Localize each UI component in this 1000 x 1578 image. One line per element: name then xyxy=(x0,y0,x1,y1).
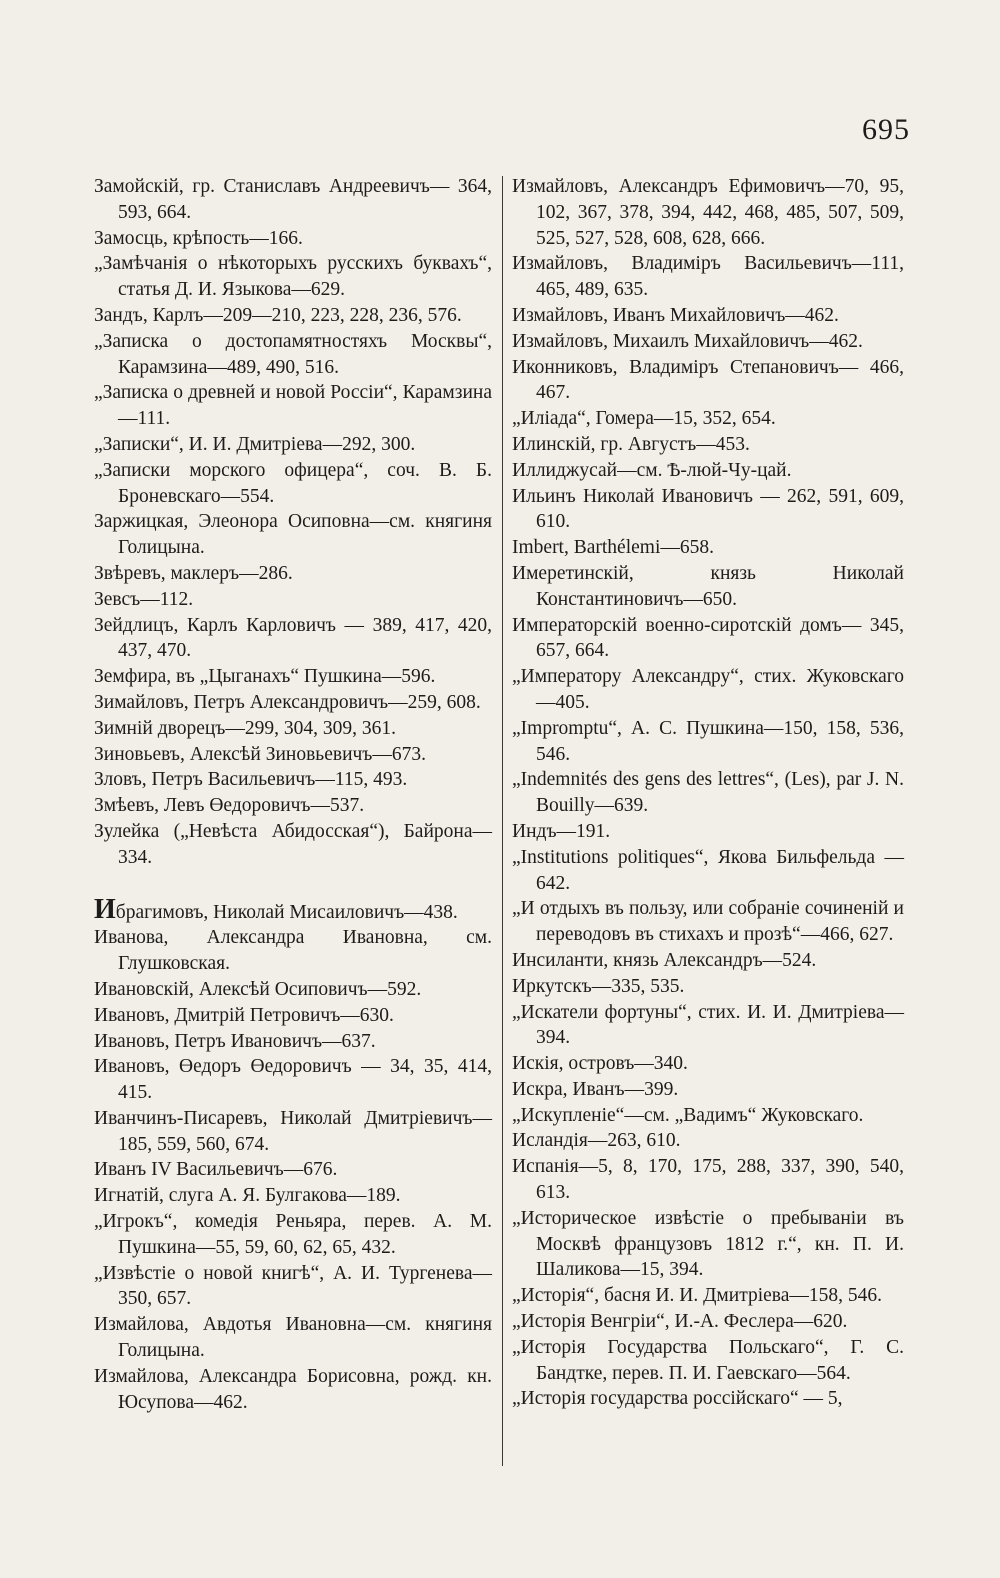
index-entry: Ивановскій, Алексѣй Осиповичъ—592. xyxy=(94,978,422,1000)
index-entry: Зловъ, Петръ Васильевичъ—115, 493. xyxy=(94,769,408,791)
index-entry: „Записки морского офицера“, соч. В. Б. Броневскаго—554. xyxy=(94,459,492,507)
index-entry: Ильинъ Николай Ивановичъ — 262, 591, 609, 610. xyxy=(512,485,904,533)
index-entry: Индъ—191. xyxy=(512,820,611,842)
index-entry: Зиновьевъ, Алексѣй Зиновьевичъ—673. xyxy=(94,743,427,765)
index-entry: „Замѣчанія о нѣкоторыхъ русскихъ буквахъ“, статья Д. И. Языкова—629. xyxy=(94,253,492,301)
index-entry: Замойскій, гр. Станиславъ Андреевичъ— 364, 593, 664. xyxy=(94,176,492,223)
index-entry: Измайловъ, Владиміръ Васильевичъ—111, 465, 489, 635. xyxy=(512,253,904,301)
index-entry: Змѣевъ, Левъ Өедоровичъ—537. xyxy=(94,795,365,817)
index-entry: Измайловъ, Иванъ Михайловичъ—462. xyxy=(512,304,839,326)
right-column xyxy=(512,174,904,1412)
index-entry: Зулейка („Невѣста Абидосская“), Байрона—334. xyxy=(94,820,492,868)
index-entry: „Indemnités des gens des lettres“, (Les), par J. N. Bouilly—639. xyxy=(512,769,904,817)
index-entry: „Историческое извѣстіе о пребываніи въ Москвѣ французовъ 1812 г.“, кн. П. И. Шаликова—15, 394. xyxy=(512,1207,904,1281)
index-entry: „Исторія Венгріи“, И.-А. Феслера—620. xyxy=(512,1311,848,1333)
index-entry: Ивановъ, Дмитрій Петровичъ—630. xyxy=(94,1004,394,1026)
index-entry: Илинскій, гр. Августъ—453. xyxy=(512,433,750,455)
index-entry: „Impromptu“, А. С. Пушкина—150, 158, 536, 546. xyxy=(512,717,904,765)
index-entry: „Исторія“, басня И. И. Дмитріева—158, 546. xyxy=(512,1285,883,1307)
index-entry: „Извѣстіе о новой книгѣ“, А. И. Тургенева—350, 657. xyxy=(94,1262,492,1310)
index-entry: Искра, Иванъ—399. xyxy=(512,1078,679,1100)
index-entry: „Императору Александру“, стих. Жуковскаго—405. xyxy=(512,666,904,713)
index-entry: Иванова, Александра Ивановна, см. Глушковская. xyxy=(94,927,492,975)
index-entry: Ивановъ, Өедоръ Өедоровичъ — 34, 35, 414, 415. xyxy=(94,1056,492,1104)
index-entry: „Записки“, И. И. Дмитріева—292, 300. xyxy=(94,433,416,455)
index-entry: Императорскій военно-сиротскій домъ— 345, 657, 664. xyxy=(512,614,904,662)
index-entry: Искія, островъ—340. xyxy=(512,1053,688,1075)
index-entry: „Исторія Государства Польскаго“, Г. С. Бандтке, перев. П. И. Гаевскаго—564. xyxy=(512,1336,904,1384)
left-entries-i xyxy=(94,925,492,1415)
index-entry: „Искатели фортуны“, стих. И. И. Дмитріева—394. xyxy=(512,1001,904,1049)
index-entry: Исландія—263, 610. xyxy=(512,1130,681,1152)
section-gap xyxy=(94,871,492,897)
index-entry: Измайлова, Александра Борисовна, рожд. кн. Юсупова—462. xyxy=(94,1365,492,1413)
index-entry: „Записка о достопамятностяхъ Москвы“, Карамзина—489, 490, 516. xyxy=(94,330,492,378)
page-number: 695 xyxy=(862,113,910,146)
index-entry: „Игрокъ“, комедія Реньяра, перев. А. М. Пушкина—55, 59, 60, 62, 65, 432. xyxy=(94,1211,492,1258)
index-entry: Иллиджусай—см. Ѣ-люй-Чу-цай. xyxy=(512,459,792,481)
left-column xyxy=(94,174,492,1415)
index-entry: Зандъ, Карлъ—209—210, 223, 228, 236, 576. xyxy=(94,304,462,326)
section-first-entry-text: брагимовъ, Николай Мисаиловичъ—438. xyxy=(115,901,458,923)
section-initial-letter: И xyxy=(94,893,116,925)
index-entry: Ивановъ, Петръ Ивановичъ—637. xyxy=(94,1030,376,1052)
column-divider xyxy=(502,176,503,1466)
index-entry: „И отдыхъ въ пользу, или собраніе сочиненій и переводовъ въ стихахъ и прозѣ“—466, 627. xyxy=(512,898,904,946)
index-entry: Игнатій, слуга А. Я. Булгакова—189. xyxy=(94,1185,401,1207)
index-entry: Зейдлицъ, Карлъ Карловичъ — 389, 417, 420, 437, 470. xyxy=(94,614,492,662)
left-entries-z xyxy=(94,174,492,871)
index-entry: Измайловъ, Михаилъ Михайловичъ—462. xyxy=(512,330,863,352)
index-entry: Земфира, въ „Цыганахъ“ Пушкина—596. xyxy=(94,666,436,688)
index-entry: „Иліада“, Гомера—15, 352, 654. xyxy=(512,408,776,430)
index-entry: „Записка о древней и новой Россіи“, Карамзина—111. xyxy=(94,382,492,430)
index-entry: Иконниковъ, Владиміръ Степановичъ— 466, 467. xyxy=(512,356,904,404)
index-entry: „Institutions politiques“, Якова Бильфельда —642. xyxy=(512,846,904,894)
index-entry: Иркутскъ—335, 535. xyxy=(512,975,685,997)
index-entry: Имеретинскій, князь Николай Константиновичъ—650. xyxy=(512,562,904,610)
index-entry: Измайловъ, Александръ Ефимовичъ—70, 95, 102, 367, 378, 394, 442, 468, 485, 507, 509, 525, 527, 528, 608, 628, 666. xyxy=(512,176,904,249)
index-entry: Заржицкая, Элеонора Осиповна—см. княгиня Голицына. xyxy=(94,511,492,559)
index-entry: Imbert, Barthélemi—658. xyxy=(512,537,714,559)
index-entry: „Искупленіе“—см. „Вадимъ“ Жуковскаго. xyxy=(512,1104,864,1126)
index-entry: Иванчинъ-Писаревъ, Николай Дмитріевичъ—185, 559, 560, 674. xyxy=(94,1107,492,1155)
index-entry: Инсиланти, князь Александръ—524. xyxy=(512,949,817,971)
section-first-entry xyxy=(94,893,492,926)
index-entry: Замосць, крѣпость—166. xyxy=(94,227,303,249)
index-entry: Зимній дворецъ—299, 304, 309, 361. xyxy=(94,717,397,739)
index-entry: Зимайловъ, Петръ Александровичъ—259, 608. xyxy=(94,691,481,713)
index-entry: Иванъ IV Васильевичъ—676. xyxy=(94,1159,338,1181)
index-entry: Зевсъ—112. xyxy=(94,588,194,610)
index-entry: Звѣревъ, маклеръ—286. xyxy=(94,562,293,584)
index-entry: Испанія—5, 8, 170, 175, 288, 337, 390, 540, 613. xyxy=(512,1156,904,1204)
index-entry: Измайлова, Авдотья Ивановна—см. княгиня Голицына. xyxy=(94,1314,492,1362)
index-entry: „Исторія государства россійскаго“ — 5, xyxy=(512,1388,843,1410)
right-entries xyxy=(512,174,904,1412)
